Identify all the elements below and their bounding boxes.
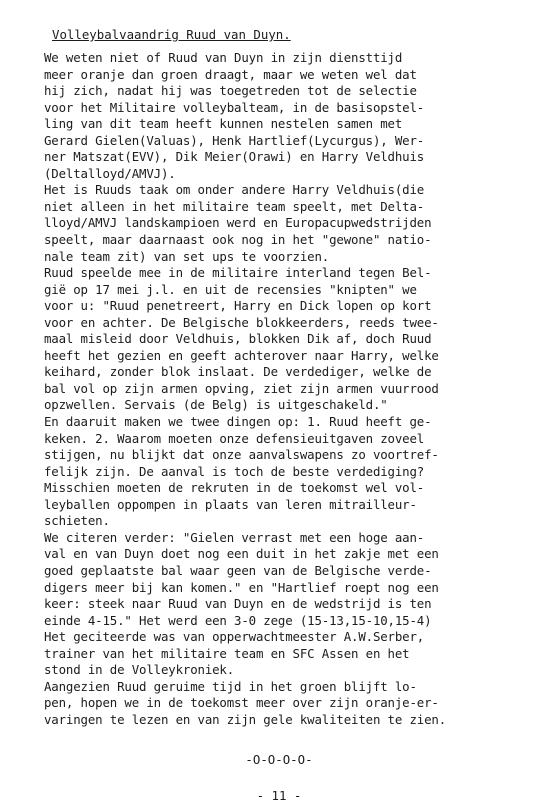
text-line: Het geciteerde was van opperwachtmeester A.W.Serber,	[44, 629, 425, 645]
text-line: einde 4-15." Het werd een 3-0 zege (15-13,15-10,15-4)	[44, 612, 432, 628]
text-line: hij zich, nadat hij was toegetreden tot de selectie	[44, 83, 417, 99]
text-line: ner Matszat(EVV), Dik Meier(Orawi) en Harry Veldhuis	[44, 149, 425, 165]
text-line: nale team zit) van set ups te voorzien.	[44, 248, 330, 264]
text-line: Aangezien Ruud geruime tijd in het groen blijft lo-	[44, 678, 417, 694]
text-line: Ruud speelde mee in de militaire interland tegen Bel-	[44, 265, 432, 281]
text-line: voor het Militaire volleybalteam, in de basisopstel-	[44, 99, 425, 115]
text-line: leyballen oppompen in plaats van leren mitrailleur-	[44, 496, 417, 512]
text-line: keken. 2. Waarom moeten onze defensieuitgaven zoveel	[44, 430, 425, 446]
text-line: trainer van het militaire team en SFC Assen en het	[44, 645, 410, 661]
text-line: stond in de Volleykroniek.	[44, 662, 235, 678]
text-line: stijgen, nu blijkt dat onze aanvalswapens zo voortref-	[44, 447, 439, 463]
text-line: lloyd/AMVJ landskampioen werd en Europacupwedstrijden	[44, 215, 432, 231]
text-line: speelt, maar daarnaast ook nog in het "gewone" natio-	[44, 232, 432, 248]
text-line: digers meer bij kan komen." en "Hartlief roept nog een	[44, 579, 439, 595]
article-title: Volleybalvaandrig Ruud van Duyn.	[52, 27, 291, 42]
text-line: meer oranje dan groen draagt, maar we weten wel dat	[44, 66, 417, 82]
page-number: - 11 -	[256, 788, 302, 804]
text-line: heeft het gezien en geeft achterover naar Harry, welke	[44, 347, 439, 363]
text-line: Het is Ruuds taak om onder andere Harry Veldhuis(die	[44, 182, 425, 198]
text-line: schieten.	[44, 513, 110, 529]
text-line: varingen te lezen en van zijn gele kwaliteiten te zien.	[44, 711, 447, 727]
text-line: We weten niet of Ruud van Duyn in zijn diensttijd	[44, 50, 403, 65]
text-line: voor en achter. De Belgische blokkeerders, reeds twee-	[44, 314, 439, 330]
text-line: En daaruit maken we twee dingen op: 1. Ruud heeft ge-	[44, 414, 432, 430]
text-line: keihard, zonder blok inslaat. De verdediger, welke de	[44, 364, 432, 380]
text-line: Gerard Gielen(Valuas), Henk Hartlief(Lycurgus), Wer-	[44, 132, 425, 148]
text-line: bal vol op zijn armen opving, ziet zijn armen vuurrood	[44, 380, 439, 396]
text-line: opzwellen. Servais (de Belg) is uitgeschakeld."	[44, 397, 388, 413]
text-line: maal misleid door Veldhuis, blokken Dik af, doch Ruud	[44, 331, 432, 347]
text-line: goed geplaatste bal waar geen van de Belgische verde-	[44, 562, 432, 578]
text-line: val en van Duyn doet nog een duit in het zakje met een	[44, 546, 439, 562]
text-line: niet alleen in het militaire team speelt, met Delta-	[44, 198, 425, 214]
text-line: keer: steek naar Ruud van Duyn en de wedstrijd is ten	[44, 596, 432, 612]
text-line: gië op 17 mei j.l. en uit de recensies "knipten" we	[44, 281, 417, 297]
text-line: Misschien moeten de rekruten in de toekomst wel vol-	[44, 480, 425, 496]
text-line: (Deltalloyd/AMVJ).	[44, 165, 176, 181]
text-line: voor u: "Ruud penetreert, Harry en Dick lopen op kort	[44, 298, 432, 314]
text-line: pen, hopen we in de toekomst meer over zijn oranje-er-	[44, 695, 439, 711]
text-line: ling van dit team heeft kunnen nestelen samen met	[44, 116, 403, 132]
text-line: felijk zijn. De aanval is toch de beste verdediging?	[44, 463, 425, 479]
article-body	[44, 50, 514, 728]
text-line: We citeren verder: "Gielen verrast met een hoge aan-	[44, 529, 425, 545]
section-separator: -O-O-O-O-	[245, 752, 313, 768]
